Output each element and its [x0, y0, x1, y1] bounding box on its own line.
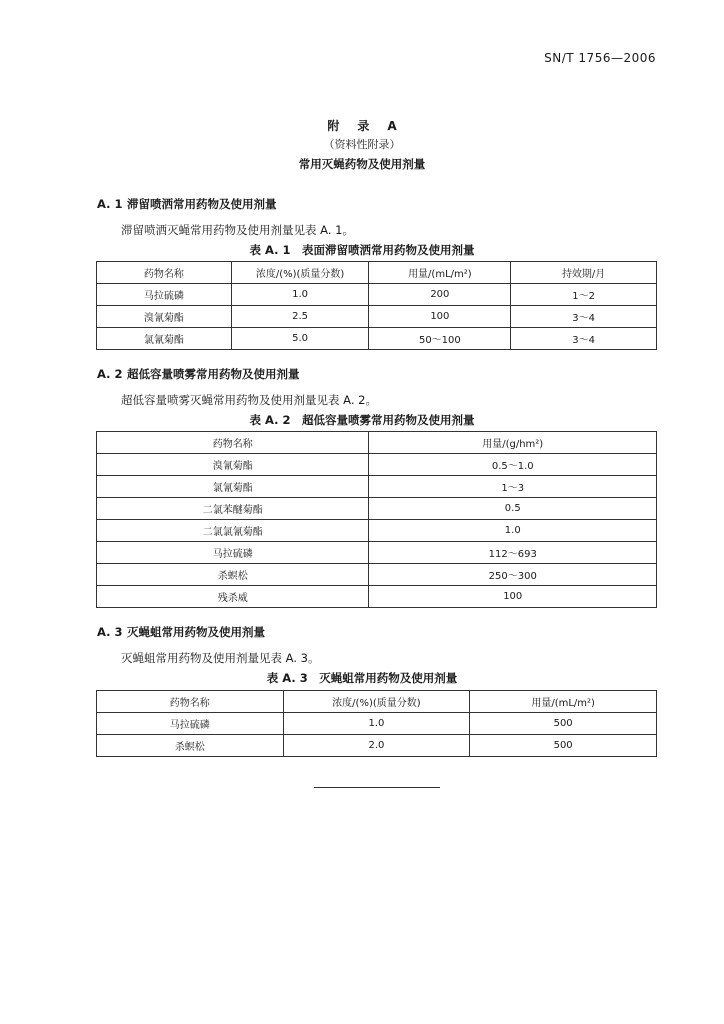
table-header-cell: 药物名称 [97, 432, 369, 454]
table-cell: 二氯苯醚菊酯 [97, 498, 369, 520]
table-cell: 残杀威 [97, 586, 369, 608]
table-cell: 二氯氯氰菊酯 [97, 520, 369, 542]
section-number: A. 3 [97, 625, 123, 639]
table-cell: 500 [470, 735, 657, 757]
table-row [97, 520, 657, 542]
table-a1-caption: 表 A. 1 表面滞留喷洒常用药物及使用剂量 [249, 243, 475, 257]
appendix-title [0, 117, 724, 134]
appendix-label-3: A [387, 119, 397, 133]
table-cell: 1.0 [231, 284, 369, 306]
table-header-row [97, 691, 657, 713]
table-row [97, 306, 657, 328]
table-cell: 溴氰菊酯 [97, 454, 369, 476]
section-a3-text: 灭蝇蛆常用药物及使用剂量见表 A. 3。 [121, 651, 320, 665]
document-code: SN/T 1756—2006 [544, 51, 656, 65]
table-cell: 1.0 [369, 520, 657, 542]
table-cell: 200 [369, 284, 511, 306]
appendix-subtitle: （资料性附录） [323, 138, 401, 151]
table-cell: 3～4 [511, 306, 657, 328]
section-a2-heading [97, 366, 300, 382]
table-a3 [96, 690, 657, 757]
table-header-cell: 用量/(mL/m²) [470, 691, 657, 713]
table-cell: 112～693 [369, 542, 657, 564]
section-a1-heading [97, 196, 277, 212]
table-cell: 1.0 [283, 713, 470, 735]
section-a2-text: 超低容量喷雾灭蝇常用药物及使用剂量见表 A. 2。 [121, 393, 377, 407]
table-a2-caption: 表 A. 2 超低容量喷雾常用药物及使用剂量 [249, 413, 475, 427]
table-cell: 氯氰菊酯 [97, 476, 369, 498]
table-a2 [96, 431, 657, 608]
section-number: A. 2 [97, 367, 123, 381]
table-header-cell: 药物名称 [97, 691, 284, 713]
table-header-cell: 浓度/(%)(质量分数) [231, 262, 369, 284]
table-row [97, 735, 657, 757]
table-a1 [96, 261, 657, 350]
table-cell: 马拉硫磷 [97, 713, 284, 735]
table-cell: 杀螟松 [97, 564, 369, 586]
table-cell: 2.5 [231, 306, 369, 328]
table-cell: 马拉硫磷 [97, 542, 369, 564]
table-header-cell: 浓度/(%)(质量分数) [283, 691, 470, 713]
table-cell: 0.5～1.0 [369, 454, 657, 476]
section-title: 超低容量喷雾常用药物及使用剂量 [127, 367, 300, 381]
table-row [97, 284, 657, 306]
table-cell: 氯氰菊酯 [97, 328, 232, 350]
table-row [97, 542, 657, 564]
table-cell: 250～300 [369, 564, 657, 586]
table-row [97, 328, 657, 350]
table-a3-caption: 表 A. 3 灭蝇蛆常用药物及使用剂量 [266, 671, 458, 685]
section-title: 滞留喷洒常用药物及使用剂量 [127, 197, 277, 211]
table-row [97, 454, 657, 476]
table-header-row [97, 432, 657, 454]
table-header-row [97, 262, 657, 284]
table-cell: 0.5 [369, 498, 657, 520]
table-cell: 杀螟松 [97, 735, 284, 757]
table-cell: 100 [369, 306, 511, 328]
section-a1-text: 滞留喷洒灭蝇常用药物及使用剂量见表 A. 1。 [121, 223, 354, 237]
table-cell: 100 [369, 586, 657, 608]
table-cell: 5.0 [231, 328, 369, 350]
section-title: 灭蝇蛆常用药物及使用剂量 [127, 625, 265, 639]
table-cell: 1～2 [511, 284, 657, 306]
table-row [97, 586, 657, 608]
section-number: A. 1 [97, 197, 123, 211]
table-cell: 500 [470, 713, 657, 735]
table-header-cell: 用量/(g/hm²) [369, 432, 657, 454]
table-header-cell: 用量/(mL/m²) [369, 262, 511, 284]
table-row [97, 564, 657, 586]
table-cell: 50～100 [369, 328, 511, 350]
table-header-cell: 持效期/月 [511, 262, 657, 284]
table-cell: 3～4 [511, 328, 657, 350]
appendix-name: 常用灭蝇药物及使用剂量 [298, 157, 426, 171]
table-cell: 马拉硫磷 [97, 284, 232, 306]
table-cell: 1～3 [369, 476, 657, 498]
table-header-cell: 药物名称 [97, 262, 232, 284]
table-row [97, 498, 657, 520]
appendix-label-1: 附 [327, 119, 340, 133]
table-row [97, 476, 657, 498]
table-row [97, 713, 657, 735]
appendix-label-2: 录 [357, 119, 370, 133]
end-rule [314, 787, 440, 788]
section-a3-heading [97, 624, 265, 640]
table-cell: 溴氰菊酯 [97, 306, 232, 328]
table-cell: 2.0 [283, 735, 470, 757]
